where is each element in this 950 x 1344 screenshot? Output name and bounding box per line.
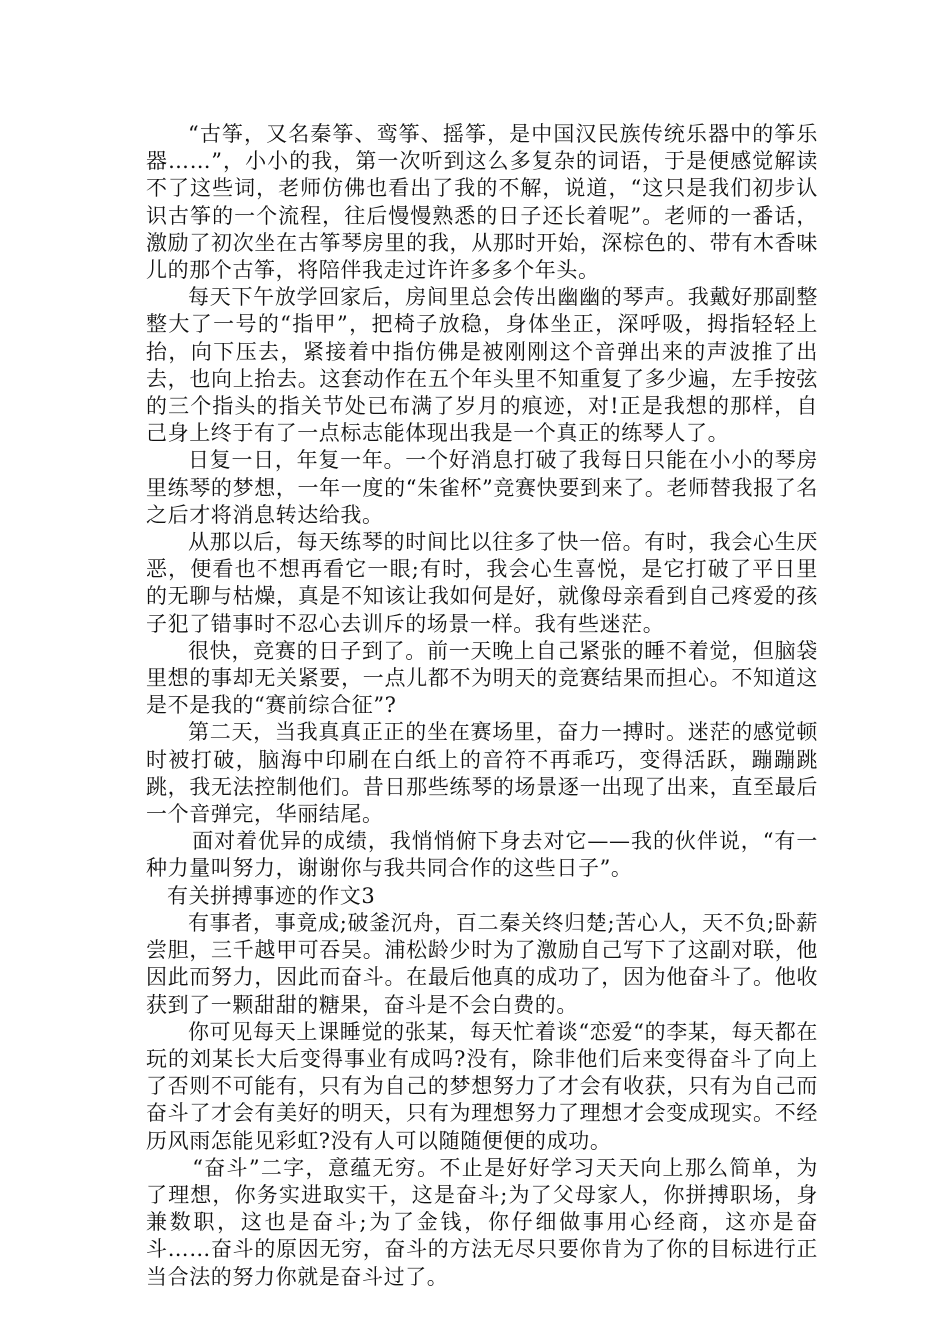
paragraph-daily-practice: 每天下午放学回家后，房间里总会传出幽幽的琴声。我戴好那副整整大了一号的“指甲”，把椅子放稳，身体坐正，深呼吸，拇指轻轻上抬，向下压去，紧接着中指仿佛是被刚刚这个音弹出来的声波推了出去，也向上抬去。这套动作在五个年头里不知重复了多少遍，左手按弦的三个指头的指关节处已布满了岁月的痕迹，对!正是我想的那样，自己身上终于有了一点标志能体现出我是一个真正的练琴人了。 [146,285,818,446]
paragraph-meaning-of-striving: “奋斗”二字，意蕴无穷。不止是好好学习天天向上那么简单，为了理想，你务实进取实干，这是奋斗;为了父母家人，你拼搏职场，身兼数职，这也是奋斗;为了金钱，你仔细做事用心经商，这亦是奋斗……奋斗的原因无穷，奋斗的方法无尽只要你肯为了你的目标进行正当合法的努力你就是奋斗过了。 [146,1155,818,1289]
document-body [146,121,818,1291]
paragraph-examples: 你可见每天上课睡觉的张某，每天忙着谈“恋爱“的李某，每天都在玩的刘某长大后变得事业有成吗?没有，除非他们后来变得奋斗了向上了否则不可能有，只有为自己的梦想努力了才会有收获，只有为自己而奋斗了才会有美好的明天，只有为理想努力了理想才会变成现实。不经历风雨怎能见彩虹?没有人可以随随便便的成功。 [146,1019,818,1153]
paragraph-competition-day: 第二天，当我真真正正的坐在赛场里，奋力一搏时。迷茫的感觉顿时被打破，脑海中印刷在白纸上的音符不再乖巧，变得活跃，蹦蹦跳跳，我无法控制他们。昔日那些练琴的场景逐一出现了出来，直至最后一个音弹完，华丽结尾。 [146,720,818,827]
paragraph-competition-eve: 很快，竞赛的日子到了。前一天晚上自己紧张的睡不着觉，但脑袋里想的事却无关紧要，一点儿都不为明天的竞赛结果而担心。不知道这是不是我的“赛前综合征”? [146,638,818,718]
paragraph-competition-news: 日复一日，年复一年。一个好消息打破了我每日只能在小小的琴房里练琴的梦想，一年一度的“朱雀杯”竞赛快要到来了。老师替我报了名之后才将消息转达给我。 [146,448,818,527]
paragraph-couplet: 有事者，事竟成;破釜沉舟，百二秦关终归楚;苦心人，天不负;卧薪尝胆，三千越甲可吞吴。浦松龄少时为了激励自己写下了这副对联，他因此而努力，因此而奋斗。在最后他真的成功了，因为他奋斗了。他收获到了一颗甜甜的糖果，奋斗是不会白费的。 [146,910,818,1017]
section-title: 有关拼搏事迹的作文3 [167,883,376,908]
paragraph-more-practice: 从那以后，每天练琴的时间比以往多了快一倍。有时，我会心生厌恶，便看也不想再看它一眼;有时，我会心生喜悦，是它打破了平日里的无聊与枯燥，真是不知该让我如何是好，就像母亲看到自己疼爱的孩子犯了错事时不忍心去训斥的场景一样。我有些迷茫。 [146,530,818,636]
paragraph-result: 面对着优异的成绩，我悄悄俯下身去对它——我的伙伴说，“有一种力量叫努力，谢谢你与我共同合作的这些日子”。 [146,829,818,881]
paragraph-guzheng-intro: “古筝，又名秦筝、鸾筝、摇筝，是中国汉民族传统乐器中的筝乐器……”，小小的我，第一次听到这么多复杂的词语，于是便感觉解读不了这些词，老师仿佛也看出了我的不解，说道，“这只是我们初步认识古筝的一个流程，往后慢慢熟悉的日子还长着呢”。老师的一番话，激励了初次坐在古筝琴房里的我，从那时开始，深棕色的、带有木香味儿的那个古筝，将陪伴我走过许许多多个年头。 [146,122,818,283]
